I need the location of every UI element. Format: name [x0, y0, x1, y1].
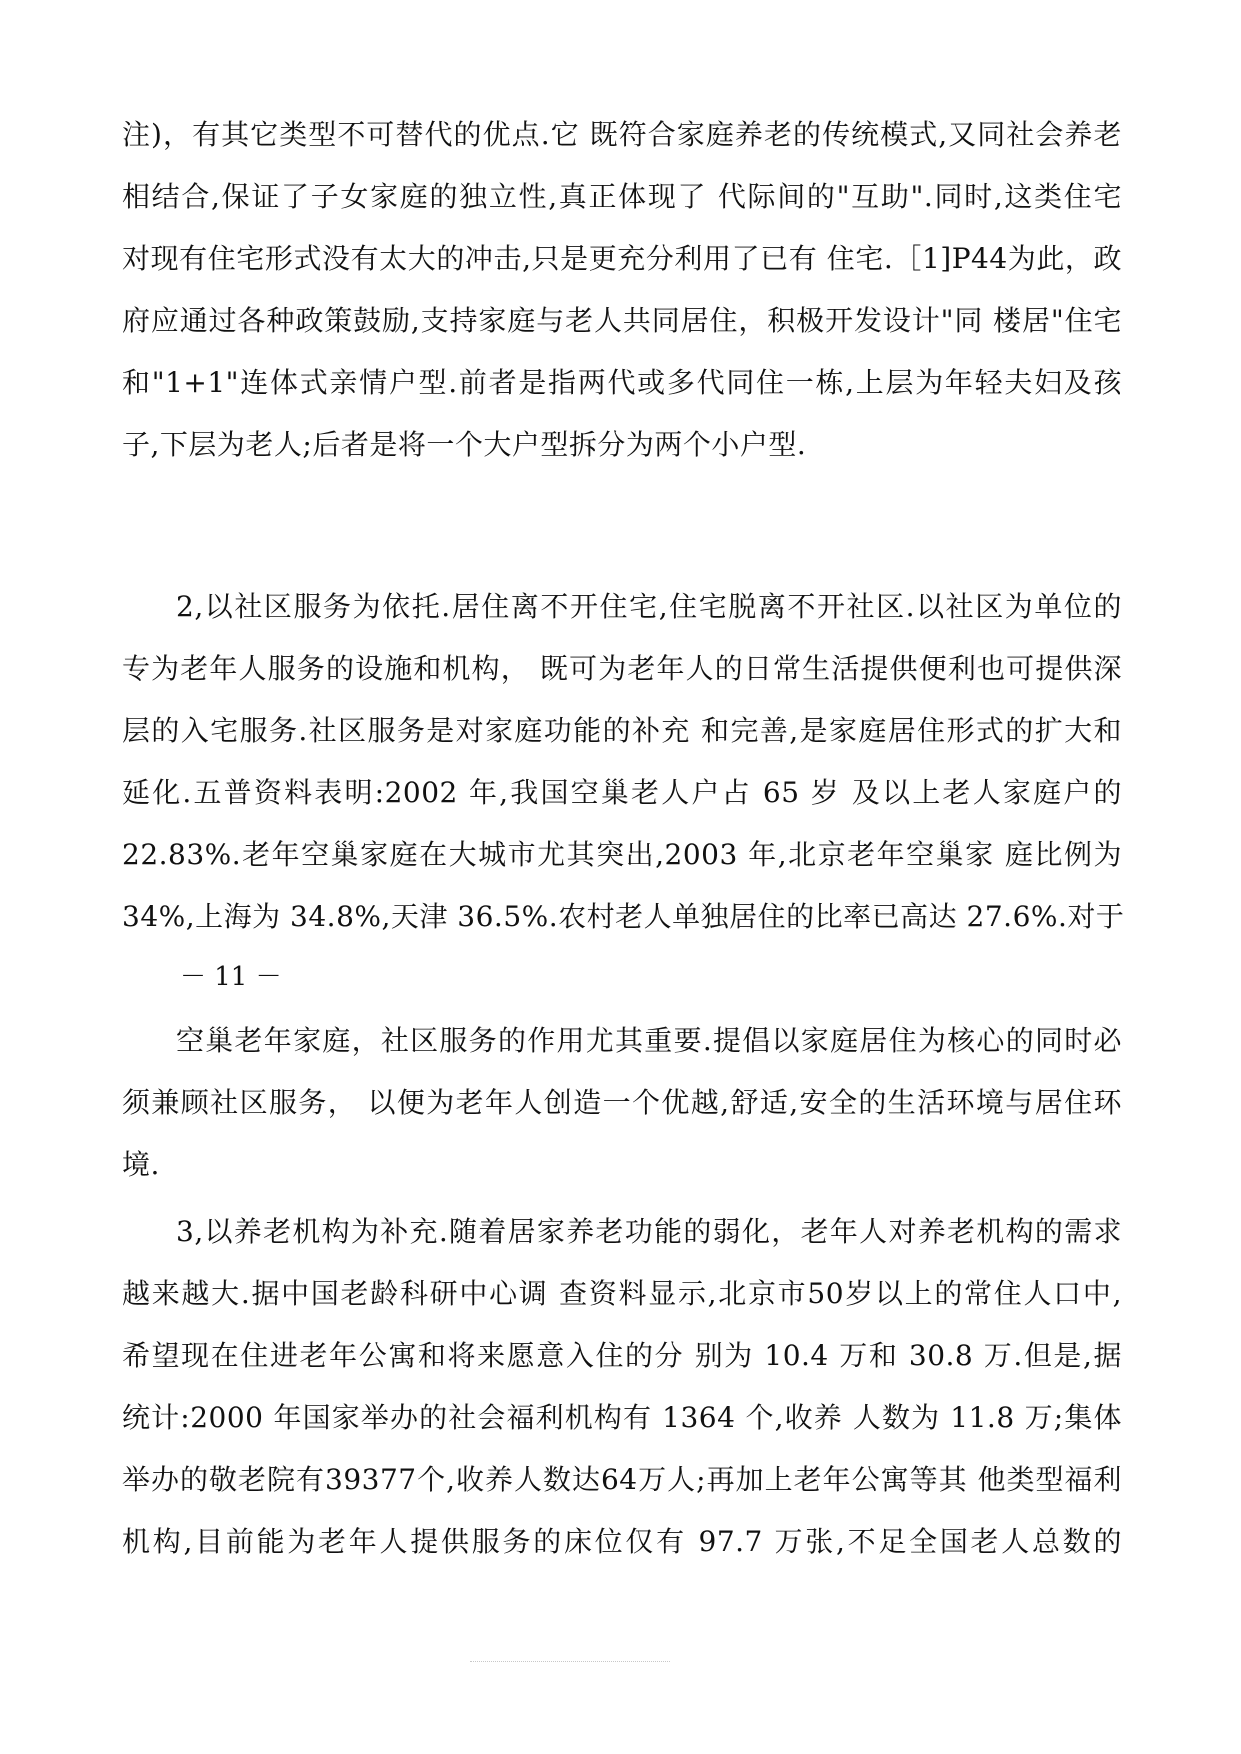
paragraph-1-line-3: 对现有住宅形式没有太大的冲击,只是更充分利用了已有 住宅.［1]P44为此，政	[122, 242, 1122, 275]
paragraph-4-line-4: 统计:2000 年国家举办的社会福利机构有 1364 个,收养 人数为 11.8 万;集体	[122, 1401, 1122, 1434]
paragraph-2-line-1: 2,以社区服务为依托.居住离不开住宅,住宅脱离不开社区.以社区为单位的	[176, 590, 1122, 623]
paragraph-3-line-3: 境.	[122, 1148, 160, 1181]
paragraph-1-line-1: 注)，有其它类型不可替代的优点.它 既符合家庭养老的传统模式,又同社会养老	[122, 118, 1122, 151]
paragraph-3-line-2: 须兼顾社区服务， 以便为老年人创造一个优越,舒适,安全的生活环境与居住环	[122, 1086, 1122, 1119]
footer-divider	[470, 1661, 670, 1662]
paragraph-1-line-6: 子,下层为老人;后者是将一个大户型拆分为两个小户型.	[122, 428, 807, 461]
paragraph-4-line-5: 举办的敬老院有39377个,收养人数达64万人;再加上老年公寓等其 他类型福利	[122, 1463, 1122, 1496]
paragraph-1-line-2: 相结合,保证了子女家庭的独立性,真正体现了 代际间的"互助".同时,这类住宅	[122, 180, 1122, 213]
paragraph-2-line-2: 专为老年人服务的设施和机构， 既可为老年人的日常生活提供便利也可提供深	[122, 652, 1122, 685]
paragraph-2-line-6: 34%,上海为 34.8%,天津 36.5%.农村老人单独居住的比率已高达 27.6%.对于	[122, 900, 1125, 933]
paragraph-1-line-5: 和"1+1"连体式亲情户型.前者是指两代或多代同住一栋,上层为年轻夫妇及孩	[122, 366, 1122, 399]
paragraph-4-line-3: 希望现在住进老年公寓和将来愿意入住的分 别为 10.4 万和 30.8 万.但是,据	[122, 1339, 1122, 1372]
paragraph-4-line-2: 越来越大.据中国老龄科研中心调 查资料显示,北京市50岁以上的常住人口中,	[122, 1277, 1122, 1310]
paragraph-1-line-4: 府应通过各种政策鼓励,支持家庭与老人共同居住，积极开发设计"同 楼居"住宅	[122, 304, 1122, 337]
paragraph-4-line-1: 3,以养老机构为补充.随着居家养老功能的弱化，老年人对养老机构的需求	[176, 1215, 1122, 1248]
paragraph-3-line-1: 空巢老年家庭，社区服务的作用尤其重要.提倡以家庭居住为核心的同时必	[176, 1024, 1122, 1057]
paragraph-2-line-4: 延化.五普资料表明:2002 年,我国空巢老人户占 65 岁 及以上老人家庭户的	[122, 776, 1122, 809]
paragraph-2-line-5: 22.83%.老年空巢家庭在大城市尤其突出,2003 年,北京老年空巢家 庭比例为	[122, 838, 1122, 871]
paragraph-4-line-6: 机构,目前能为老年人提供服务的床位仅有 97.7 万张,不足全国老人总数的	[122, 1525, 1122, 1558]
paragraph-2-line-3: 层的入宅服务.社区服务是对家庭功能的补充 和完善,是家庭居住形式的扩大和	[122, 714, 1122, 747]
page-number: － 11 －	[180, 962, 282, 992]
